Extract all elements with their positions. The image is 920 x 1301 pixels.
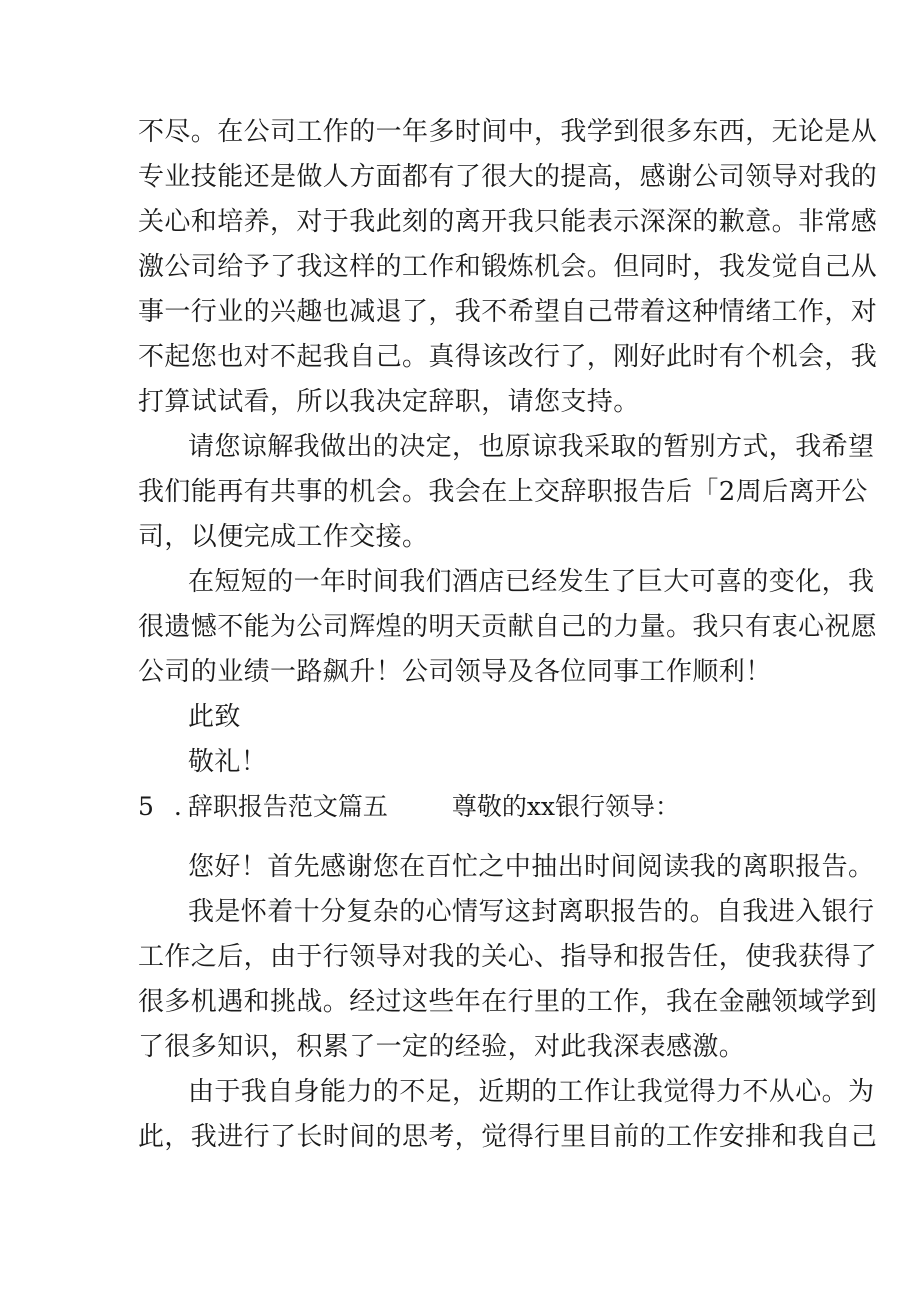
paragraph-line: 关心和培养，对于我此刻的离开我只能表示深深的歉意。非常感: [138, 207, 878, 237]
paragraph-line: 事一行业的兴趣也减退了，我不希望自己带着这种情绪工作，对: [138, 297, 878, 327]
paragraph-line: 您好！首先感谢您在百忙之中抽出时间阅读我的离职报告。: [188, 852, 875, 882]
paragraph-line: 了很多知识，积累了一定的经验，对此我深表感激。: [138, 1032, 746, 1062]
paragraph-line: 工作之后，由于行领导对我的关心、指导和报告任，使我获得了: [138, 942, 878, 972]
paragraph-line: 激公司给予了我这样的工作和锻炼机会。但同时，我发觉自己从: [138, 252, 878, 282]
paragraph-line: 司，以便完成工作交接。: [138, 522, 429, 552]
paragraph-line: 我是怀着十分复杂的心情写这封离职报告的。自我进入银行: [188, 897, 875, 927]
closing-line: 此致: [188, 702, 241, 732]
paragraph-line: 在短短的一年时间我们酒店已经发生了巨大可喜的变化，我: [188, 567, 875, 597]
section-heading: [138, 792, 788, 822]
paragraph-line: 专业技能还是做人方面都有了很大的提高，感谢公司领导对我的: [138, 162, 878, 192]
paragraph-line: 很多机遇和挑战。经过这些年在行里的工作，我在金融领域学到: [138, 987, 878, 1017]
paragraph-line: 请您谅解我做出的决定，也原谅我采取的暂别方式，我希望: [188, 432, 875, 462]
paragraph-line: 由于我自身能力的不足，近期的工作让我觉得力不从心。为: [188, 1077, 875, 1107]
closing-line: 敬礼！: [188, 747, 268, 777]
paragraph-line: 此，我进行了长时间的思考，觉得行里目前的工作安排和我自己: [138, 1122, 878, 1152]
paragraph-line: 打算试试看，所以我决定辞职，请您支持。: [138, 387, 640, 417]
paragraph-line: 公司的业绩一路飙升！公司领导及各位同事工作顺利！: [138, 657, 772, 687]
section-number: 5 .: [138, 792, 188, 821]
paragraph-line: 不起您也对不起我自己。真得该改行了，刚好此时有个机会，我: [138, 342, 878, 372]
salutation: 尊敬的xx银行领导：: [451, 792, 681, 821]
paragraph-line: 很遗憾不能为公司辉煌的明天贡献自己的力量。我只有衷心祝愿: [138, 612, 878, 642]
paragraph-line: 不尽。在公司工作的一年多时间中，我学到很多东西，无论是从: [138, 117, 878, 147]
paragraph-line: 我们能再有共事的机会。我会在上交辞职报告后「2周后离开公: [138, 477, 868, 507]
section-title: 辞职报告范文篇五: [187, 792, 388, 821]
